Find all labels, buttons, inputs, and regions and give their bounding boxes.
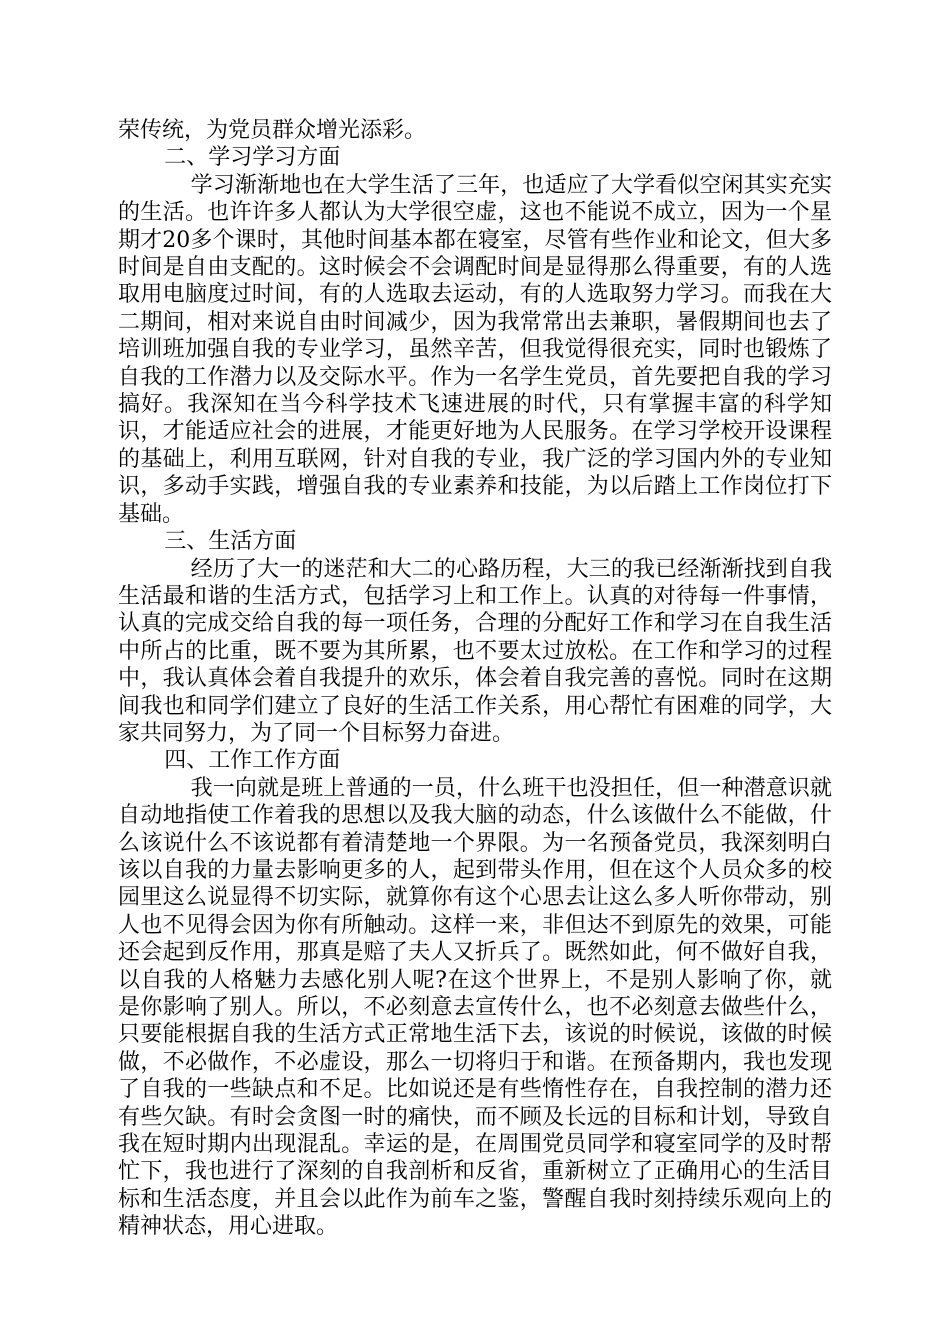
section-heading-work: 四、工作工作方面 xyxy=(164,748,341,774)
document-body xyxy=(118,117,832,1241)
section-heading-life: 三、生活方面 xyxy=(164,529,297,555)
paragraph-continued: 荣传统，为党员群众增光添彩。 xyxy=(118,118,427,143)
paragraph-life: 经历了大一的迷茫和大二的心路历程，大三的我已经渐渐找到自我生活最和谐的生活方式，包括学习上和工作上。认真的对待每一件事情，认真的完成交给自我的每一项任务，合理的分配好工作和学习在自我生活中所占的比重，既不要为其所累，也不要太过放松。在工作和学习的过程中，我认真体会着自我提升的欢乐，体会着自我完善的喜悦。同时在这期间我也和同学们建立了良好的生活工作关系，用心帮忙有困难的同学，大家共同努力，为了同一个目标努力奋进。 xyxy=(118,556,832,746)
paragraph-work: 我一向就是班上普通的一员，什么班干也没担任，但一种潜意识就自动地指使工作着我的思想以及我大脑的动态，什么该做什么不能做，什么该说什么不该说都有着清楚地一个界限。为一名预备党员，我深刻明白该以自我的力量去影响更多的人，起到带头作用，但在这个人员众多的校园里这么说显得不切实际，就算你有这个心思去让这么多人听你带动，别人也不见得会因为你有所触动。这样一来，非但达不到原先的效果，可能还会起到反作用，那真是赔了夫人又折兵了。既然如此，何不做好自我，以自我的人格魅力去感化别人呢?在这个世界上，不是别人影响了你，就是你影响了别人。所以，不必刻意去宣传什么，也不必刻意去做些什么，只要能根据自我的生活方式正常地生活下去，该说的时候说，该做的时候做，不必做作，不必虚设，那么一切将归于和谐。在预备期内，我也发现了自我的一些缺点和不足。比如说还是有些惰性存在，自我控制的潜力还有些欠缺。有时会贪图一时的痛快，而不顾及长远的目标和计划，导致自我在短时期内出现混乱。幸运的是，在周围党员同学和寝室同学的及时帮忙下，我也进行了深刻的自我剖析和反省，重新树立了正确用心的生活目标和生活态度，并且会以此作为前车之鉴，警醒自我时刻持续乐观向上的精神状态，用心进取。 xyxy=(118,775,832,1240)
paragraph-study: 学习渐渐地也在大学生活了三年，也适应了大学看似空闲其实充实的生活。也许许多人都认为大学很空虚，这也不能说不成立，因为一个星期才20多个课时，其他时间基本都在寝室，尽管有些作业和论文，但大多时间是自由支配的。这时候会不会调配时间是显得那么得重要，有的人选取用电脑度过时间，有的人选取去运动，有的人选取努力学习。而我在大二期间，相对来说自由时间减少，因为我常常出去兼职，暑假期间也去了培训班加强自我的专业学习，虽然辛苦，但我觉得很充实，同时也锻炼了自我的工作潜力以及交际水平。作为一名学生党员，首先要把自我的学习搞好。我深知在当今科学技术飞速进展的时代，只有掌握丰富的科学知识，才能适应社会的进展，才能更好地为人民服务。在学习学校开设课程的基础上，利用互联网，针对自我的专业，我广泛的学习国内外的专业知识，多动手实践，增强自我的专业素养和技能，为以后踏上工作岗位打下基础。 xyxy=(118,172,832,527)
section-heading-study: 二、学习学习方面 xyxy=(164,145,341,171)
